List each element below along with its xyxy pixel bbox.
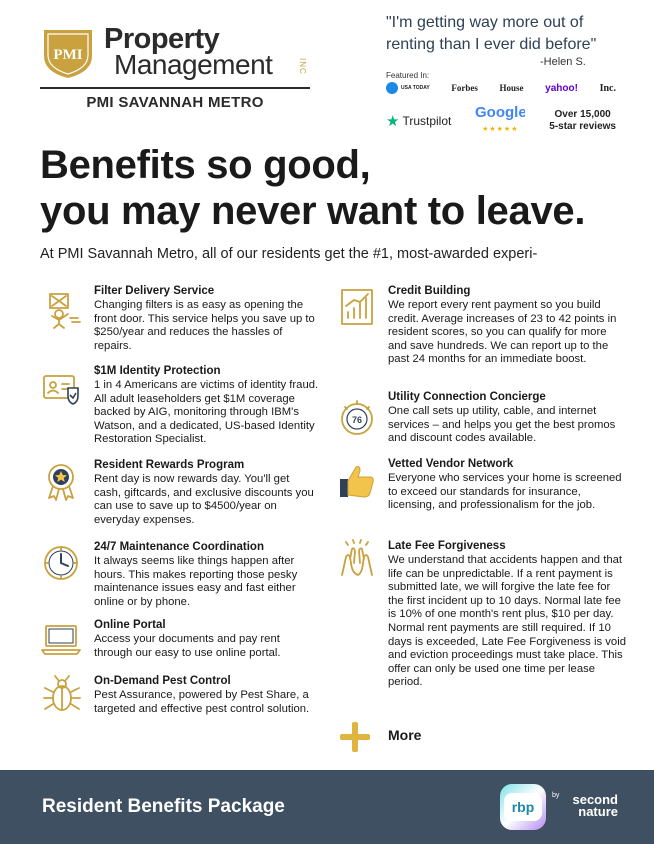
filter-delivery-icon xyxy=(40,288,82,330)
rewards-badge-icon xyxy=(40,460,82,502)
usa-today-dot-icon xyxy=(386,82,398,94)
bar-chart-icon xyxy=(336,286,378,328)
clock-icon xyxy=(40,542,82,584)
benefit-title: $1M Identity Protection xyxy=(94,365,221,377)
logo-divider xyxy=(40,87,310,89)
benefit-credit-building xyxy=(336,284,626,380)
laptop-icon xyxy=(40,618,82,660)
benefit-description: Changing filters is as easy as opening the front door. This service helps you save up to $250/year and reduces the hassles of repairs. xyxy=(94,299,315,352)
thermostat-icon xyxy=(336,398,378,440)
google-logo xyxy=(475,104,525,123)
benefit-utility-concierge xyxy=(336,390,626,450)
benefit-online-portal xyxy=(40,618,320,662)
benefit-maintenance-coordination xyxy=(40,540,320,610)
benefit-description: Pest Assurance, powered by Pest Share, a targeted and effective pest control solution. xyxy=(94,689,310,715)
partner-by-label: by xyxy=(552,792,560,799)
benefit-title: Online Portal xyxy=(94,619,166,631)
office-name: PMI SAVANNAH METRO xyxy=(86,94,264,111)
brand-suffix: INC xyxy=(298,58,307,75)
testimonial-author: -Helen S. xyxy=(540,56,586,68)
benefit-title: Late Fee Forgiveness xyxy=(388,540,506,552)
footer-banner xyxy=(0,770,654,844)
benefit-description: We report every rent payment so you build credit. Average increases of 23 to 42 points in resident scores, so you can qualify for more and save hundreds. We can report up to the past 24 months for an immediate boost. xyxy=(388,299,617,366)
review-count: Over 15,000 5-star reviews xyxy=(549,108,616,132)
benefit-title: Utility Connection Concierge xyxy=(388,391,546,403)
benefit-description: It always seems like things happen after hours. This makes reporting those pesky maintenance issues easy and fast either online or by phone. xyxy=(94,555,298,608)
press-logos xyxy=(386,82,616,94)
svg-text:76: 76 xyxy=(351,415,363,425)
brand-name: Property xyxy=(104,23,220,55)
benefit-filter-delivery xyxy=(40,284,320,354)
testimonial-quote: "I'm getting way more out of renting than I ever did before" xyxy=(386,14,597,53)
featured-label: Featured In: xyxy=(386,71,430,80)
bug-icon xyxy=(40,674,82,716)
trustpilot-badge: ★ Trustpilot xyxy=(386,112,452,130)
benefit-description: We understand that accidents happen and that life can be unpredictable. If a rent payment is submitted late, we will forgive the late fee for the first incident up to 10 days. Normal late fee is 10% of one month's rent plus, $10 per day. Normal rent payments are still required. If 10 days is exceeded, Late Fee Forgiveness is void and eviction proceedings must take place. This offer can only be used one time per lease period. xyxy=(388,554,626,689)
trustpilot-star-icon: ★ xyxy=(386,112,400,130)
rbp-badge-text: rbp xyxy=(504,793,542,821)
google-text: Google xyxy=(475,104,526,120)
press-logo-forbes: Forbes xyxy=(451,83,478,93)
high-five-hands-icon xyxy=(336,539,378,581)
benefit-title: Resident Rewards Program xyxy=(94,459,245,471)
partner-name: second nature xyxy=(572,792,618,819)
press-logo-usa-today: USA TODAY xyxy=(386,82,430,94)
benefit-late-fee-forgiveness xyxy=(336,539,626,709)
more-plus-icon[interactable] xyxy=(340,722,370,752)
benefit-vendor-network xyxy=(336,457,626,527)
identity-card-icon xyxy=(40,366,82,408)
pmi-shield-icon xyxy=(40,26,96,80)
benefit-pest-control xyxy=(40,674,320,734)
benefit-title: 24/7 Maintenance Coordination xyxy=(94,541,264,553)
benefit-description: Access your documents and pay rent through our easy to use online portal. xyxy=(94,633,281,659)
benefit-title: Credit Building xyxy=(388,285,471,297)
brand-name-line2: Management xyxy=(114,49,273,80)
thumbs-up-icon xyxy=(336,459,378,501)
google-stars-icon: ★★★★★ xyxy=(482,126,519,133)
benefit-identity-protection xyxy=(40,364,320,448)
rbp-logo-icon xyxy=(500,784,546,830)
google-badge xyxy=(475,104,525,137)
benefit-title: On-Demand Pest Control xyxy=(94,675,231,687)
benefit-title: Filter Delivery Service xyxy=(94,285,215,297)
shield-text: PMI xyxy=(53,47,83,63)
press-logo-yahoo: yahoo! xyxy=(545,82,578,94)
benefit-description: Everyone who services your home is screened to exceed our standards for insurance, licensing, and professionalism for the job. xyxy=(388,472,622,512)
benefit-description: Rent day is now rewards day. You'll get cash, giftcards, and exclusive discounts you can use to save up to $4500/year on everyday expenses. xyxy=(94,473,314,526)
google-wordmark xyxy=(475,104,525,120)
press-logo-house: House xyxy=(499,83,524,93)
intro-text: At PMI Savannah Metro, all of our residents get the #1, most-awarded experi- xyxy=(40,246,538,262)
press-logo-inc: Inc. xyxy=(599,82,616,94)
review-badges xyxy=(386,104,616,137)
benefit-description: 1 in 4 Americans are victims of identity fraud. All adult leaseholders get $1M coverage backed by AIG, monitoring through IBM's Watson, and a dedicated, US-based Identity Restoration Specialist. xyxy=(94,379,319,446)
more-link[interactable]: More xyxy=(388,727,422,743)
footer-title: Resident Benefits Package xyxy=(42,796,285,817)
page-headline: Benefits so good, you may never want to leave. xyxy=(40,143,586,233)
benefit-description: One call sets up utility, cable, and internet services – and helps you get the best promos and discount codes available. xyxy=(388,405,616,445)
benefit-title: Vetted Vendor Network xyxy=(388,458,514,470)
benefit-resident-rewards xyxy=(40,458,320,528)
